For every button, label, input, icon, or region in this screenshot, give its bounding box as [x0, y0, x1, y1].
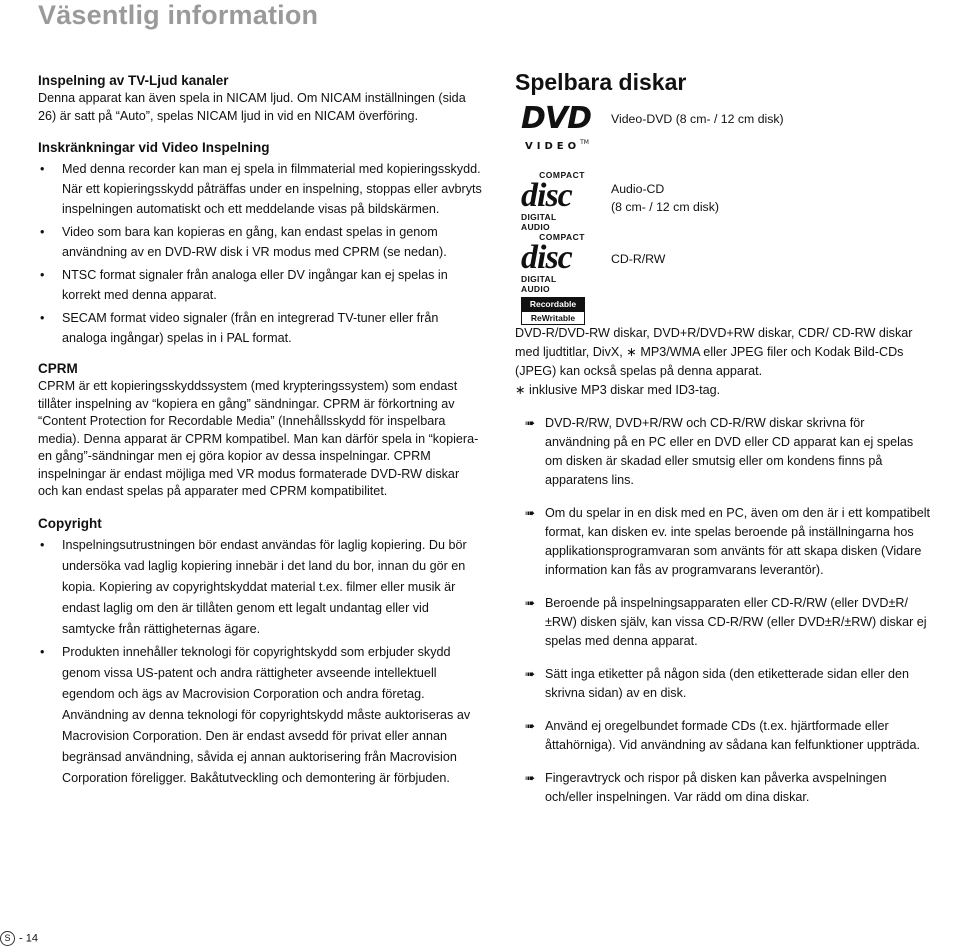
- bullet-icon: •: [40, 225, 45, 239]
- section-text: Denna apparat kan även spela in NICAM ljud. Om NICAM inställningen (sida 26) är satt på “Auto”, spelas NICAM ljud in vid en NICAM överföring.: [38, 91, 466, 123]
- compact-disc-rw-logo: COMPACT disc DIGITAL AUDIO Recordable ReWritable: [521, 232, 585, 323]
- section-text: CPRM är ett kopieringsskyddssystem (med krypteringssystem) som endast tillåter inspelning av “kopiera en gång” sändningar. CPRM är förkortning av “Content Protection for Recordable Media” (Innehållsskydd för inspelbara media). Denna apparat är CPRM kompatibel. Man kan därför spela in “kopiera-en gång”-sändningar men ej göra kopior av dessa inspelningar. CPRM inspelningar är endast möjliga med VR modus formaterade DVD-RW diskar och kan endast spelas på apparater med CPRM kompatibilitet.: [38, 379, 479, 498]
- arrow-icon: ➠: [525, 506, 536, 520]
- note-item: ➠ Sätt inga etiketter på någon sida (den etiketterade sidan eller den skrivna sidan) av en disk.: [525, 667, 910, 700]
- note-item: ➠ Om du spelar in en disk med en PC, även om den är i ett kompatibelt format, kan disken ev. inte spelas beroende på inställningarna hos applikationsprogramvaran som använts för att skapa disken (Vidare information kan fås av programvarans leverantör).: [525, 506, 931, 577]
- bullet-icon: •: [40, 644, 45, 659]
- dvd-video-logo: DVD VIDEO™: [521, 101, 592, 153]
- arrow-icon: ➠: [525, 596, 536, 610]
- footnote: ∗ inklusive MP3 diskar med ID3-tag.: [515, 383, 721, 397]
- disc-row-audio-cd: [515, 170, 930, 232]
- arrow-icon: ➠: [525, 667, 536, 681]
- arrow-icon: ➠: [525, 416, 536, 430]
- section-heading: CPRM: [38, 361, 78, 376]
- section-copyright: [38, 515, 482, 789]
- bullet-icon: •: [40, 162, 45, 176]
- bullet-list: [38, 159, 482, 348]
- language-badge: S: [0, 931, 15, 946]
- bullet-icon: •: [40, 311, 45, 325]
- section-restrictions: [38, 139, 482, 348]
- arrow-icon: ➠: [525, 719, 536, 733]
- arrow-icon: ➠: [525, 771, 536, 785]
- list-item: • Med denna recorder kan man ej spela in filmmaterial med kopieringsskydd. När ett kopieringsskydd påträffas under en inspelning, stoppas eller avbryts inspelningen automatiskt och ett meddelande visas på bildskärmen.: [38, 159, 482, 219]
- section-heading: Inskränkningar vid Video Inspelning: [38, 140, 270, 155]
- disc-row-cd-rw: [515, 232, 930, 322]
- left-column: [38, 72, 482, 798]
- section-tv-audio: [38, 72, 482, 125]
- list-item: • NTSC format signaler från analoga eller DV ingångar kan ej spelas in korrekt med denna apparat.: [38, 265, 482, 305]
- list-item: • SECAM format video signaler (från en integrerad TV-tuner eller från analoga ingångar) spelas in i PAL format.: [38, 308, 482, 348]
- right-column: [515, 68, 930, 821]
- bullet-icon: •: [40, 268, 45, 282]
- compact-disc-logo: COMPACT disc DIGITAL AUDIO: [521, 170, 585, 232]
- list-item: • Inspelningsutrustningen bör endast användas för laglig kopiering. Du bör undersöka vad laglig kopiering innebär i det land du bor, innan du gör en kopia. Kopiering av copyrightskyddat material t.ex. filmer eller musik är endast laglig om den är tillåten genom ett legalt undantag eller vid samtycke från rättigheternas ägare.: [38, 535, 482, 640]
- page-number: - 14: [19, 932, 38, 945]
- disc-label: Audio-CD (8 cm- / 12 cm disk): [611, 182, 719, 214]
- section-heading: Copyright: [38, 515, 102, 531]
- note-item: ➠ Fingeravtryck och rispor på disken kan påverka avspelningen och/eller inspelningen. Var rädd om dina diskar.: [525, 771, 887, 804]
- compat-text: DVD-R/DVD-RW diskar, DVD+R/DVD+RW diskar, CDR/ CD-RW diskar med ljudtitlar, DivX, ∗ MP3/WMA eller JPEG filer och Kodak Bild-CDs (JPEG) kan också spelas på denna apparat.: [515, 326, 913, 378]
- disc-label: CD-R/RW: [611, 252, 666, 266]
- page-footer: [0, 931, 38, 946]
- section-cprm: [38, 360, 482, 501]
- section-heading: Inspelning av TV-Ljud kanaler: [38, 73, 229, 88]
- disc-label: Video-DVD (8 cm- / 12 cm disk): [611, 112, 784, 126]
- disc-row-dvd: [515, 101, 930, 170]
- note-item: ➠ Beroende på inspelningsapparaten eller CD-R/RW (eller DVD±R/±RW) disken själv, kan vissa CD-R/RW (eller DVD±R/±RW) diskar ej spelas med denna apparat.: [525, 596, 927, 648]
- note-item: ➠ DVD-R/RW, DVD+R/RW och CD-R/RW diskar skrivna för användning på en PC eller en DVD eller CD apparat kan ej spelas om disken är skadad eller smutsig eller om kondens finns på apparatens lins.: [525, 416, 914, 487]
- note-item: ➠ Använd ej oregelbundet formade CDs (t.ex. hjärtformade eller åttahörniga). Vid användning av sådana kan felfunktioner uppträda.: [525, 719, 921, 752]
- page-title: Väsentlig information: [38, 0, 319, 30]
- list-item: • Produkten innehåller teknologi för copyrightskydd som erbjuder skydd genom vissa US-patent och andra rättigheter avseende intellektuell egendom och ägs av Macrovision Corporation och andra företag. Användning av denna teknologi för copyrightskydd måste auktoriseras av Macrovision Corporation. Den är endast avsedd för privat eller annan begränsad användning, såvida ej annan auktorisering från Macrovision Corporation föreligger. Bakåtutveckling och demontering är förbjuden.: [38, 642, 482, 789]
- list-item: • Video som bara kan kopieras en gång, kan endast spelas in genom användning av en DVD-RW disk i VR modus med CPRM (se nedan).: [38, 222, 482, 262]
- bullet-icon: •: [40, 537, 45, 552]
- section-heading-playable-discs: Spelbara diskar: [515, 69, 687, 95]
- bullet-list: [38, 535, 482, 789]
